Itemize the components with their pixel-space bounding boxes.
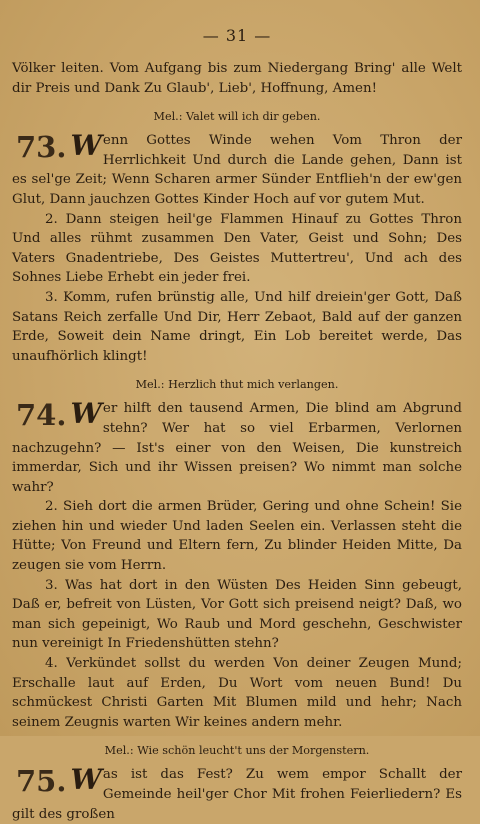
hymn-verse-3: 3. Was hat dort in den Wüsten Des Heiden Sinn gebeugt, Daß er, befreit von Lüsten, Vor Gott sich preisend neigt? Daß, wo man sich gepeinigt, Wo Raub und Mord geschehn, Geschwister nun vereinigt In Friedenshütten stehn? — [12, 577, 462, 652]
hymn-verse-2: 2. Dann steigen heil'ge Flammen Hinauf zu Gottes Thron Und alles rühmt zusammen Den Vater, Geist und Sohn; Des Vaters Gnadentriebe, Des Geistes Muttertreu', Und ach des Sohnes Liebe Erhebt ein jeder frei. — [12, 211, 462, 286]
hymn-73 — [12, 131, 462, 366]
drop-cap: W — [70, 397, 102, 431]
verse-text: as ist das Fest? Zu wem empor Schallt der Gemeinde heil'ger Chor Mit frohen Feierliedern? Es gilt des großen — [12, 767, 462, 822]
hymn-number: 75. — [16, 764, 67, 799]
hymn-number: 74. — [16, 398, 67, 433]
hymn-74 — [12, 399, 462, 732]
verse-text: enn Gottes Winde wehen Vom Thron der Herrlichkeit Und durch die Lande gehen, Dann ist es sel'ge Zeit; Wenn Scharen armer Sünder Entflieh'n der ew'gen Glut, Dann jauchzen Gottes Kinder Hoch auf vor gutem Mut. — [12, 133, 462, 207]
hymn-verse-3: 3. Komm, rufen brünstig alle, Und hilf dreiein'ger Gott, Daß Satans Reich zerfalle Und Dir, Herr Zebaot, Bald auf der ganzen Erde, Soweit dein Name dringt, Ein Lob bereitet werde, Das unaufhörlich klingt! — [12, 289, 462, 364]
hymn-75 — [12, 765, 462, 824]
verse-text: er hilft den tausend Armen, Die blind am Abgrund stehn? Wer hat so viel Erbarmen, Verlornen nachzugehn? — Ist's einer von den Weisen, Die kunstreich immerdar, Sich und ihr Wissen preisen? Wo nimmt man solche wahr? — [12, 401, 462, 495]
melody-line-74: Mel.: Herzlich thut mich verlangen. — [135, 378, 339, 392]
melody-line-75: Mel.: Wie schön leucht't uns der Morgenstern. — [104, 744, 370, 758]
hymn-verse-2: 2. Sieh dort die armen Brüder, Gering und ohne Schein! Sie ziehen hin und wieder Und laden Seelen ein. Verlassen steht die Hütte; Von Freund und Eltern fern, Zu blinder Heiden Mitte, Da zeugen sie vom Herrn. — [12, 499, 462, 574]
hymn-verse-1 — [12, 131, 462, 209]
intro-text: Völker leiten. Vom Aufgang bis zum Niedergang Bring' alle Welt dir Preis und Dank Zu Glaub', Lieb', Hoffnung, Amen! — [12, 61, 462, 96]
page-number: — 31 — — [202, 26, 272, 45]
hymn-number: 73. — [16, 130, 67, 165]
hymn-verse-4: 4. Verkündet sollst du werden Von deiner Zeugen Mund; Erschalle laut auf Erden, Du Wort vom neuen Bund! Du schmückest Christi Garten Mit Blumen mild und hehr; Nach seinem Zeugnis warten Wir keines andern mehr. — [12, 656, 462, 730]
drop-cap: W — [70, 763, 102, 797]
hymn-verse-1 — [12, 399, 462, 497]
hymn-verse-1 — [12, 765, 462, 824]
drop-cap: W — [70, 129, 102, 163]
melody-line-73: Mel.: Valet will ich dir geben. — [153, 110, 321, 124]
